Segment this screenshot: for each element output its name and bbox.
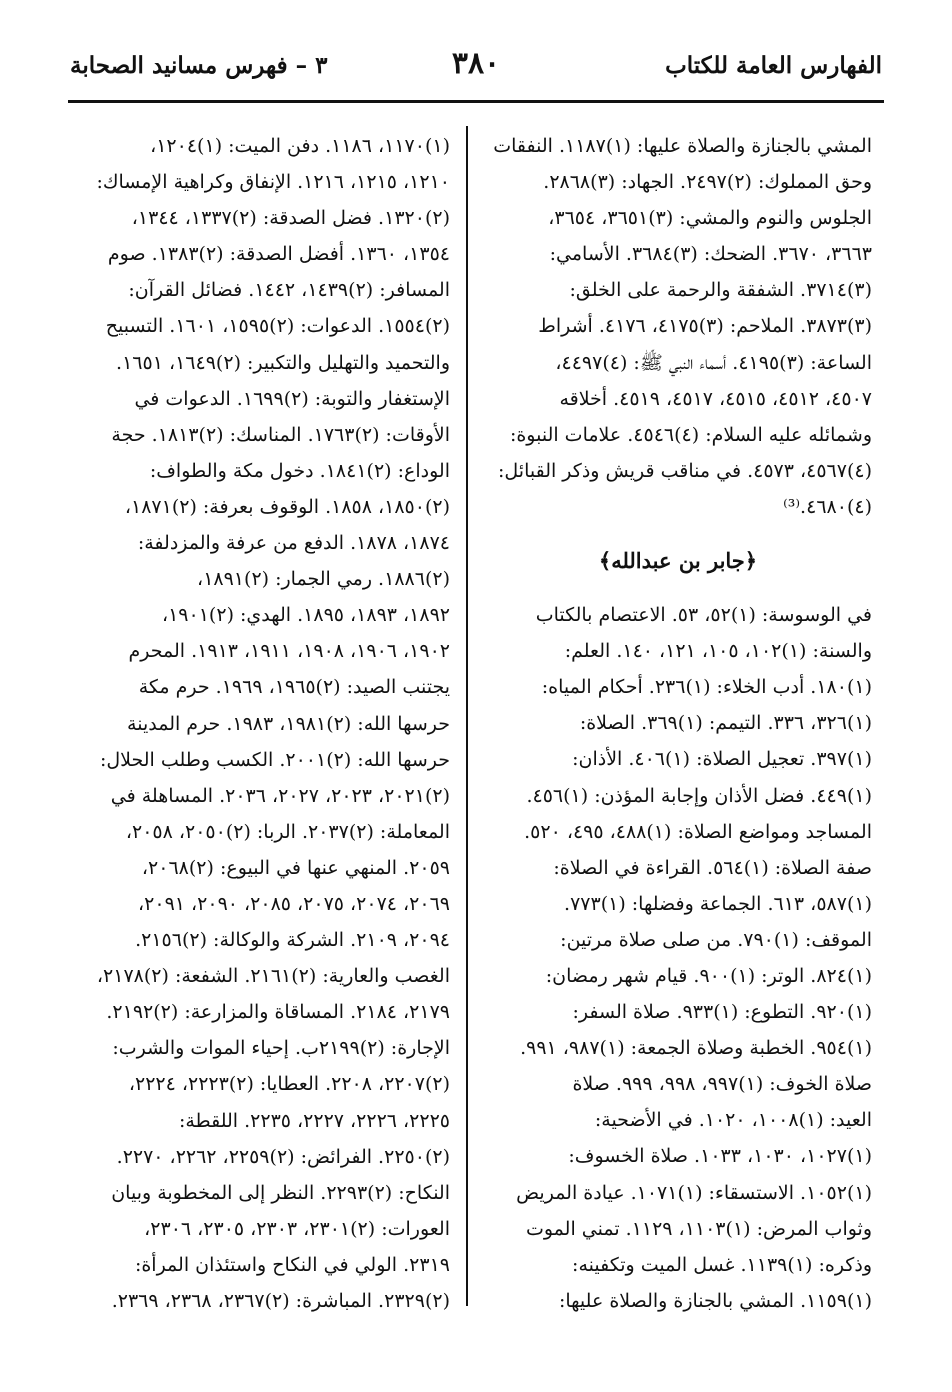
index-line: (١)٩٢٠. التطوع: (١)٩٣٣. صلاة السفر: [572, 1001, 872, 1024]
index-line: (٢)٢٠٢١، ٢٠٢٣، ٢٠٢٧، ٢٠٣٦. المساهلة في [110, 784, 450, 807]
index-line: الجلوس والنوم والمشي: (٣)٣٦٥١، ٣٦٥٤، [548, 207, 872, 230]
index-line: ٢١٧٩، ٢١٨٤. المساقاة والمزارعة: (٢)٢١٩٢. [106, 1001, 450, 1024]
index-line: وشمائله عليه السلام: (٤)٤٥٤٦. علامات النبوة: [509, 423, 872, 446]
index-line: ١٩٠٢، ١٩٠٦، ١٩٠٨، ١٩١١، ١٩١٣. المحرم [128, 640, 450, 663]
index-line: المساجد ومواضع الصلاة: (١)٤٨٨، ٤٩٥، ٥٢٠. [524, 820, 872, 843]
index-line: (١)١٨٠. أدب الخلاء: (١)٢٣٦. أحكام المياه: [541, 676, 872, 699]
index-line: يجتنب الصيد: (٢)١٩٦٥، ١٩٦٩. حرم مكة [138, 676, 450, 699]
index-line: (٣)٣٧١٤. الشفقة والرحمة على الخلق: [569, 279, 872, 302]
index-line: (٤)٤٦٨٠.⁽³⁾ [783, 495, 872, 518]
index-line: ١٨٩٢، ١٨٩٣، ١٨٩٥. الهدي: (٢)١٩٠١، [161, 604, 450, 627]
book-title: الفهارس العامة للكتاب [665, 52, 882, 79]
index-line: (١)٨٢٤. الوتر: (١)٩٠٠. قيام شهر رمضان: [545, 964, 872, 987]
index-line: ١٨٧٤، ١٨٧٨. الدفع من عرفة والمزدلفة: [137, 532, 450, 555]
right-column [484, 128, 872, 1319]
companion-heading: ﴿جابر بن عبدالله﴾ [598, 548, 758, 574]
index-line: الغصب والعارية: (٢)٢١٦١. الشفعة: (٢)٢١٧٨، [96, 965, 450, 988]
index-line: الإستغفار والتوبة: (٢)١٦٩٩. الدعوات في [134, 387, 450, 410]
index-line: (٢)١٨٥٠، ١٨٥٨. الوقوف بعرفة: (٢)١٨٧١، [124, 495, 450, 518]
column-divider [466, 126, 468, 1306]
index-line: الوداع: (٢)١٨٤١. دخول مكة والطواف: [149, 459, 450, 482]
index-line: (٢)١٣٢٠. فضل الصدقة: (٢)١٣٣٧، ١٣٤٤، [131, 207, 450, 230]
index-line: المشي بالجنازة والصلاة عليها: (١)١١٨٧. النفقات [493, 135, 872, 157]
header-rule [68, 100, 884, 103]
index-line: (٣)٣٨٧٣. الملاحم: (٣)٤١٧٥، ٤١٧٦. أشراط [538, 315, 872, 338]
index-line: صلاة الخوف: (١)٩٩٧، ٩٩٨، ٩٩٩. صلاة [572, 1073, 872, 1096]
page-header [70, 46, 882, 92]
index-line: (١)٩٥٤. الخطبة وصلاة الجمعة: (١)٩٨٧، ٩٩١. [520, 1037, 872, 1060]
index-line: النكاح: (٢)٢٢٩٣. النظر إلى المخطوبة وبيان [111, 1181, 450, 1204]
index-line: (١)٣٩٧. تعجيل الصلاة: (١)٤٠٦. الأذان: [572, 748, 872, 771]
index-line: وحق المملوك: (٢)٢٤٩٧. الجهاد: (٣)٢٨٦٨. [543, 171, 872, 194]
index-line: والسنة: (١)١٠٢، ١٠٥، ١٢١، ١٤٠. العلم: [564, 640, 872, 663]
index-line: (٢)٢٢٠٧، ٢٢٠٨. العطايا: (٢)٢٢٢٣، ٢٢٢٤، [128, 1073, 450, 1096]
index-line: (٢)٢٢٥٠. الفرائض: (٢)٢٢٥٩، ٢٢٦٢، ٢٢٧٠. [116, 1145, 450, 1168]
index-line: العيد: (١)١٠٠٨، ١٠٢٠. في الأضحية: [594, 1109, 872, 1132]
page-number: ٣٨٠ [451, 46, 501, 81]
index-line: حرسها الله: (٢)١٩٨١، ١٩٨٣. حرم المدينة [127, 712, 450, 735]
index-line: (١)٤٤٩. فضل الأذان وإجابة المؤذن: (١)٤٥٦. [526, 784, 872, 807]
index-line: ٢٠٦٩، ٢٠٧٤، ٢٠٧٥، ٢٠٨٥، ٢٠٩٠، ٢٠٩١، [138, 892, 450, 915]
index-line: ٣٦٦٣، ٣٦٧٠. الضحك: (٣)٣٦٨٤. الأسامي: [549, 243, 872, 266]
index-line: ١٣٥٤، ١٣٦٠. أفضل الصدقة: (٢)١٣٨٣. صوم [107, 243, 450, 266]
index-line: الساعة: (٣)٤١٩٥. أسماء النبي ﷺ: (٤)٤٤٩٧، [555, 351, 872, 374]
index-line: العورات: (٢)٢٣٠١، ٢٣٠٣، ٢٣٠٥، ٢٣٠٦، [144, 1217, 450, 1240]
index-line: الموقف: (١)٧٩٠. من صلى صلاة مرتين: [560, 928, 872, 951]
index-line: ٢٠٥٩. المنهي عنها في البيوع: (٢)٢٠٦٨، [141, 856, 450, 879]
index-line: (١)١١٧٠، ١١٨٦. دفن الميت: (١)١٢٠٤، [150, 135, 450, 157]
left-column [68, 128, 450, 1319]
index-line: ٢٣١٩. الولي في النكاح واستئذان المرأة: [134, 1253, 450, 1276]
index-line: (٢)١٨٨٦. رمي الجمار: (٢)١٨٩١، [197, 568, 450, 591]
section-title: ٣ – فهرس مسانيد الصحابة [70, 52, 328, 79]
index-line: المعاملة: (٢)٢٠٣٧. الربا: (٢)٢٠٥٠، ٢٠٥٨، [125, 820, 450, 843]
index-line: ٤٥٠٧، ٤٥١٢، ٤٥١٥، ٤٥١٧، ٤٥١٩. أخلاقه [559, 387, 872, 410]
index-line: الأوقات: (٢)١٧٦٣. المناسك: (٢)١٨١٣. حجة [111, 423, 450, 446]
index-line: (١)١١٥٩. المشي بالجنازة والصلاة عليها: [558, 1289, 872, 1312]
index-line: الإجارة: (٢)٢١٩٩ب. إحياء الموات والشرب: [112, 1037, 450, 1060]
index-line: (١)١٠٥٢. الاستسقاء: (١)١٠٧١. عيادة المريض [516, 1181, 872, 1204]
index-line: (٢)٢٣٢٩. المباشرة: (٢)٢٣٦٧، ٢٣٦٨، ٢٣٦٩. [111, 1290, 450, 1312]
index-line: (١)٣٢٦، ٣٣٦. التيمم: (١)٣٦٩. الصلاة: [579, 712, 872, 735]
index-line: في الوسوسة: (١)٥٢، ٥٣. الاعتصام بالكتاب [535, 604, 872, 627]
index-line: صفة الصلاة: (١)٥٦٤. القراءة في الصلاة: [553, 856, 872, 879]
index-line: ٢٠٩٤، ٢١٠٩. الشركة والوكالة: (٢)٢١٥٦. [135, 929, 450, 952]
index-line: (١)١٠٢٧، ١٠٣٠، ١٠٣٣. صلاة الخسوف: [568, 1145, 872, 1168]
index-line: (٤)٤٥٦٧، ٤٥٧٣. في مناقب قريش وذكر القبائل: [497, 459, 872, 482]
index-line: المسافر: (٢)١٤٣٩، ١٤٤٢. فضائل القرآن: [128, 279, 450, 302]
index-line: حرسها الله: (٢)٢٠٠١. الكسب وطلب الحلال: [99, 748, 450, 771]
index-line: ١٢١٠، ١٢١٥، ١٢١٦. الإنفاق وكراهية الإمساك: [96, 171, 450, 194]
index-line: وذكره: (١)١١٣٩. غسل الميت وتكفينه: [572, 1253, 872, 1276]
index-line: (٢)١٥٥٤. الدعوات: (٢)١٥٩٥، ١٦٠١. التسبيح [105, 315, 450, 338]
index-line: ٢٢٢٥، ٢٢٢٦، ٢٢٢٧، ٢٢٣٥. اللقطة: [178, 1109, 450, 1132]
index-line: (١)٥٨٧، ٦١٣. الجماعة وفضلها: (١)٧٧٣. [564, 892, 872, 915]
index-line: وثواب المرض: (١)١١٠٣، ١١٢٩. تمني الموت [525, 1217, 872, 1240]
index-line: والتحميد والتهليل والتكبير: (٢)١٦٤٩، ١٦٥١. [116, 351, 450, 374]
